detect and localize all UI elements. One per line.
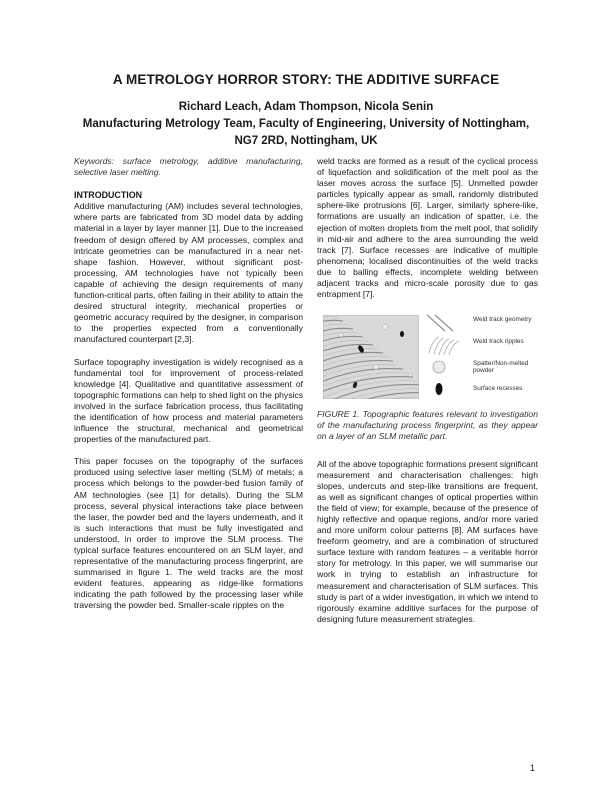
weld-track-geometry-icon	[425, 313, 471, 333]
section-heading-introduction: INTRODUCTION	[74, 190, 143, 201]
intro-paragraph-2: Surface topography investigation is widely recognised as a fundamental tool for improvement of process-related knowledge [4]. Qualitative and quantitative assessment of topographic formations can help to shed light on the physics involved in the surface fabrication process, thus facilitating the identification of how process and material parameters influence the structural, mechanical and geometrical properties of the manufactured part.	[74, 356, 303, 445]
right-paragraph-1: weld tracks are formed as a result of the cyclical process of liquefaction and solidification of the melt pool as the laser moves across the surface [5]. Unmelted powder particles typically appear as small, randomly distributed sphere-like protrusions [6]. Larger, similarly sphere-like, formations are usually an indication of spatter, i.e. the ejection of molten droplets from the melt pool, that solidify in mid-air and adhere to the area surrounding the weld track [7]. Surface recesses are indicative of multiple phenomena; localised discontinuities of the weld tracks due to balling effects, incomplete welding between adjacent tracks and micro-scale porosity due to gas entrapment [7].	[317, 156, 538, 300]
figure-legend	[425, 311, 537, 403]
page-number: 1	[530, 763, 536, 773]
spatter-particle-icon	[425, 357, 471, 377]
legend-item-surface-recesses	[425, 379, 537, 399]
legend-label: Weld track geometry	[473, 316, 532, 324]
legend-label: Spatter/Non-melted powder	[473, 360, 529, 375]
author-names: Richard Leach, Adam Thompson, Nicola Senin	[178, 101, 434, 113]
right-paragraph-2: All of the above topographic formations present significant measurement and characterisation challenges: high slopes, undercuts and step-like transitions are frequent, as well as significant changes of optical properties within the field of view; for example, because of the presence of highly reflective and opaque regions, and/or more varied and more uniform colour patterns [8]. AM surfaces have freeform geometry, and are a combination of structured surface texture with random features – a veritable horror story for metrology. In this paper, we will summarise our work in trying to establish an infrastructure for measurement and characterisation of SLM surfaces. This study is part of a wider investigation, in which we intend to rigorously examine additive surfaces for the purpose of designing future measurement strategies.	[317, 458, 538, 624]
right-column	[317, 156, 538, 636]
legend-label: Surface recesses	[473, 385, 523, 393]
author-block	[60, 99, 552, 150]
keywords: Keywords: surface metrology, additive manufacturing, selective laser melting.	[74, 156, 303, 178]
legend-item-weld-track-geometry	[425, 313, 537, 333]
intro-paragraph-1: Additive manufacturing (AM) includes several technologies, where parts are fabricated from 3D model data by adding material in a layer by layer manner [1]. Due to the increased freedom of design offered by AM processes, complex and intricate geometries can be manufactured in a near net-shape fashion. However, without significant post-processing, AM technologies have not typically been capable of achieving the design requirements of many function-critical parts, often failing in their ability to attain the desired structural integrity, mechanical properties or geometric accuracy required by the designer, in comparison to the properties expected from a conventionally manufactured counterpart [2,3].	[74, 201, 303, 345]
affiliation-line-1: Manufacturing Metrology Team, Faculty of Engineering, University of Nottingham,	[82, 118, 530, 130]
legend-label: Weld track ripples	[473, 338, 524, 346]
legend-item-spatter	[425, 357, 537, 377]
legend-item-weld-track-ripples	[425, 335, 537, 355]
intro-paragraph-3: This paper focuses on the topography of the surfaces produced using selective laser melting (SLM) of metals; a process which belongs to the powder-bed fusion family of AM technologies (see [1] for details). During the SLM process, several physical interactions take place between the laser, the powder bed and the layers underneath, and it is such interactions that must be fully investigated and understood, in order to improve the SLM process. The typical surface features encountered on an SLM layer, and representative of the manufacturing process fingerprint, are summarised in figure 1. The weld tracks are the most evident features, appearing as ridge-like formations indicating the path followed by the processing laser while traversing the powder bed. Smaller-scale ripples on the	[74, 456, 303, 611]
left-column	[74, 156, 303, 623]
paper-title: A METROLOGY HORROR STORY: THE ADDITIVE SURFACE	[112, 72, 500, 87]
surface-recess-icon	[425, 379, 471, 399]
slm-surface-image	[323, 315, 419, 399]
weld-track-ripples-icon	[425, 335, 471, 355]
figure-1	[317, 311, 538, 403]
figure-1-caption: FIGURE 1. Topographic features relevant to investigation of the manufacturing process fingerprint, as they appear on a layer of an SLM metallic part.	[317, 409, 538, 442]
affiliation-line-2: NG7 2RD, Nottingham, UK	[234, 135, 378, 147]
